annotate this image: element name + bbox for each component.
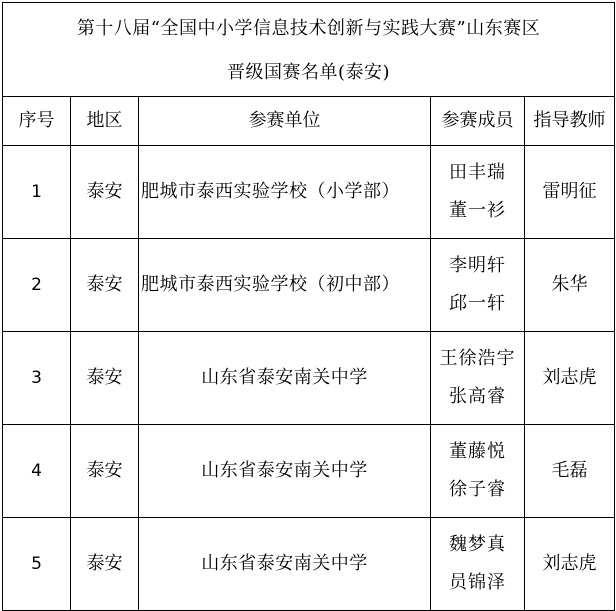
results-sheet [2, 2, 614, 611]
document-title [3, 3, 615, 97]
cell-unit: 山东省泰安南关中学 [139, 518, 431, 611]
cell-members [431, 518, 525, 611]
cell-index: 3 [3, 332, 71, 425]
cell-region: 泰安 [71, 239, 139, 332]
cell-teacher: 刘志虎 [525, 518, 615, 611]
title-line-1: 第十八届“全国中小学信息技术创新与实践大赛”山东赛区 [76, 17, 541, 39]
cell-members [431, 425, 525, 518]
member-name: 魏梦真 [449, 534, 506, 555]
member-name: 董藤悦 [449, 441, 506, 462]
member-name: 王徐浩宇 [439, 348, 516, 369]
member-name: 李明轩 [449, 255, 506, 276]
cell-members [431, 239, 525, 332]
cell-index: 5 [3, 518, 71, 611]
table-row [3, 332, 615, 425]
cell-region: 泰安 [71, 146, 139, 239]
cell-members [431, 332, 525, 425]
cell-unit: 肥城市泰西实验学校（初中部） [139, 239, 431, 332]
cell-teacher: 朱华 [525, 239, 615, 332]
title-line-2: 晋级国赛名单(泰安) [226, 61, 391, 83]
cell-region: 泰安 [71, 518, 139, 611]
cell-teacher: 雷明征 [525, 146, 615, 239]
cell-unit: 山东省泰安南关中学 [139, 332, 431, 425]
table-row [3, 239, 615, 332]
cell-teacher: 毛磊 [525, 425, 615, 518]
cell-teacher: 刘志虎 [525, 332, 615, 425]
header-row [3, 97, 615, 146]
member-name: 员锦泽 [449, 572, 506, 593]
header-teacher: 指导教师 [525, 97, 615, 146]
header-unit: 参赛单位 [139, 97, 431, 146]
member-name: 邱一轩 [449, 293, 506, 314]
cell-unit: 肥城市泰西实验学校（小学部） [139, 146, 431, 239]
cell-index: 4 [3, 425, 71, 518]
member-name: 田丰瑞 [449, 162, 506, 183]
cell-index: 2 [3, 239, 71, 332]
member-name: 董一衫 [449, 200, 506, 221]
member-name: 张高睿 [449, 386, 506, 407]
table-row [3, 146, 615, 239]
results-table [2, 2, 615, 611]
header-index: 序号 [3, 97, 71, 146]
cell-unit: 山东省泰安南关中学 [139, 425, 431, 518]
cell-region: 泰安 [71, 332, 139, 425]
member-name: 徐子睿 [449, 479, 506, 500]
cell-region: 泰安 [71, 425, 139, 518]
header-region: 地区 [71, 97, 139, 146]
table-row [3, 425, 615, 518]
cell-members [431, 146, 525, 239]
title-row [3, 3, 615, 97]
table-row [3, 518, 615, 611]
cell-index: 1 [3, 146, 71, 239]
header-members: 参赛成员 [431, 97, 525, 146]
